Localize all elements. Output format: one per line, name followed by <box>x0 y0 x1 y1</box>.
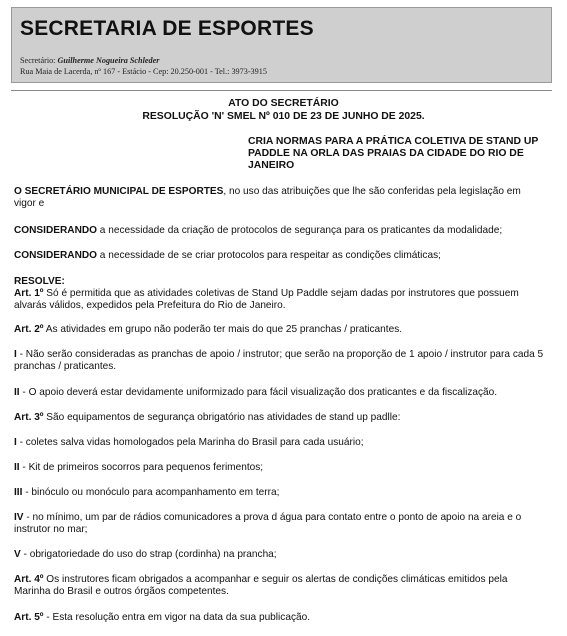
paragraph <box>14 276 544 288</box>
paragraph <box>14 574 544 599</box>
paragraph <box>14 387 544 399</box>
paragraph-lead: RESOLVE: <box>14 276 65 287</box>
paragraph-lead: CONSIDERANDO <box>14 225 97 236</box>
paragraph <box>14 487 544 499</box>
paragraph-text: - Não serão consideradas as pranchas de apoio / instrutor; que serão na proporção de 1 apoio / instrutor para cada 5 pranchas / praticantes. <box>14 349 544 373</box>
header-banner <box>11 7 552 83</box>
address-line: Rua Maia de Lacerda, nº 167 - Estácio - Cep: 20.250-001 - Tel.: 3973-3915 <box>20 67 267 76</box>
paragraph-lead: I <box>14 437 17 448</box>
paragraph-text: - coletes salva vidas homologados pela Marinha do Brasil para cada usuário; <box>16 437 364 448</box>
paragraph-lead: II <box>14 387 20 398</box>
paragraph-lead: Art. 2º <box>14 324 44 335</box>
paragraph-lead: II <box>14 462 20 473</box>
paragraph <box>14 250 544 262</box>
paragraph-text: - binóculo ou monóculo para acompanhamento em terra; <box>22 487 280 498</box>
resolution-title: RESOLUÇÃO 'N' SMEL Nº 010 DE 23 DE JUNHO DE 2025. <box>142 111 425 122</box>
paragraph-lead: IV <box>14 512 24 523</box>
paragraph-lead: Art. 5º <box>14 612 44 623</box>
secretary-prefix: Secretário: <box>20 56 58 65</box>
paragraph-text: - O apoio deverá estar devidamente uniformizado para fácil visualização dos praticantes e da fiscalização. <box>19 387 498 398</box>
department-title: SECRETARIA DE ESPORTES <box>20 17 314 40</box>
paragraph-text: As atividades em grupo não poderão ter mais do que 25 pranchas / praticantes. <box>43 324 403 335</box>
divider <box>11 90 552 91</box>
paragraph <box>14 412 544 424</box>
secretary-name: Guilherme Nogueira Schleder <box>57 56 160 65</box>
paragraph-lead: CONSIDERANDO <box>14 250 97 261</box>
paragraph <box>14 186 544 211</box>
paragraph <box>14 612 544 624</box>
act-heading: ATO DO SECRETÁRIO <box>228 98 339 109</box>
paragraph-lead: III <box>14 487 23 498</box>
secretary-line <box>20 56 159 65</box>
paragraph <box>14 512 544 537</box>
paragraph-lead: Art. 4º <box>14 574 44 585</box>
paragraph-text: , no uso das atribuições que lhe são conferidas pela legislação em vigor e <box>14 186 521 210</box>
paragraph-text: Os instrutores ficam obrigados a acompanhar e seguir os alertas de condições climáticas emitidos pela Marinha do Brasil e outros órgãos competentes. <box>14 574 508 598</box>
paragraph <box>14 462 544 474</box>
paragraph-text: São equipamentos de segurança obrigatório nas atividades de stand up padlle: <box>43 412 401 423</box>
paragraph-text: Só é permitida que as atividades coletivas de Stand Up Paddle sejam dadas por instrutores que possuem alvarás válidos, expedidos pela Prefeitura do Rio de Janeiro. <box>14 288 519 312</box>
paragraph <box>14 288 544 313</box>
paragraph <box>14 349 544 374</box>
resolution-summary: CRIA NORMAS PARA A PRÁTICA COLETIVA DE STAND UP PADDLE NA ORLA DAS PRAIAS DA CIDADE DO RIO DE JANEIRO <box>248 136 539 171</box>
paragraph-text: - Kit de primeiros socorros para pequenos ferimentos; <box>19 462 264 473</box>
paragraph-lead: O SECRETÁRIO MUNICIPAL DE ESPORTES <box>14 186 224 197</box>
paragraph <box>14 549 544 561</box>
paragraph-text: - obrigatoriedade do uso do strap (cordinha) na prancha; <box>20 549 277 560</box>
paragraph <box>14 225 544 237</box>
paragraph-lead: Art. 3º <box>14 412 44 423</box>
paragraph-text: a necessidade de se criar protocolos para respeitar as condições climáticas; <box>97 250 441 261</box>
paragraph-text: - Esta resolução entra em vigor na data da sua publicação. <box>43 612 311 623</box>
paragraph-lead: Art. 1º <box>14 288 44 299</box>
paragraph-lead: V <box>14 549 21 560</box>
paragraph-lead: I <box>14 349 17 360</box>
paragraph-text: a necessidade da criação de protocolos de segurança para os praticantes da modalidade; <box>97 225 503 236</box>
paragraph-text: - no mínimo, um par de rádios comunicadores a prova d água para contato entre o ponto de apoio na areia e o instrutor no mar; <box>14 512 522 536</box>
paragraph <box>14 324 544 336</box>
paragraph <box>14 437 544 449</box>
